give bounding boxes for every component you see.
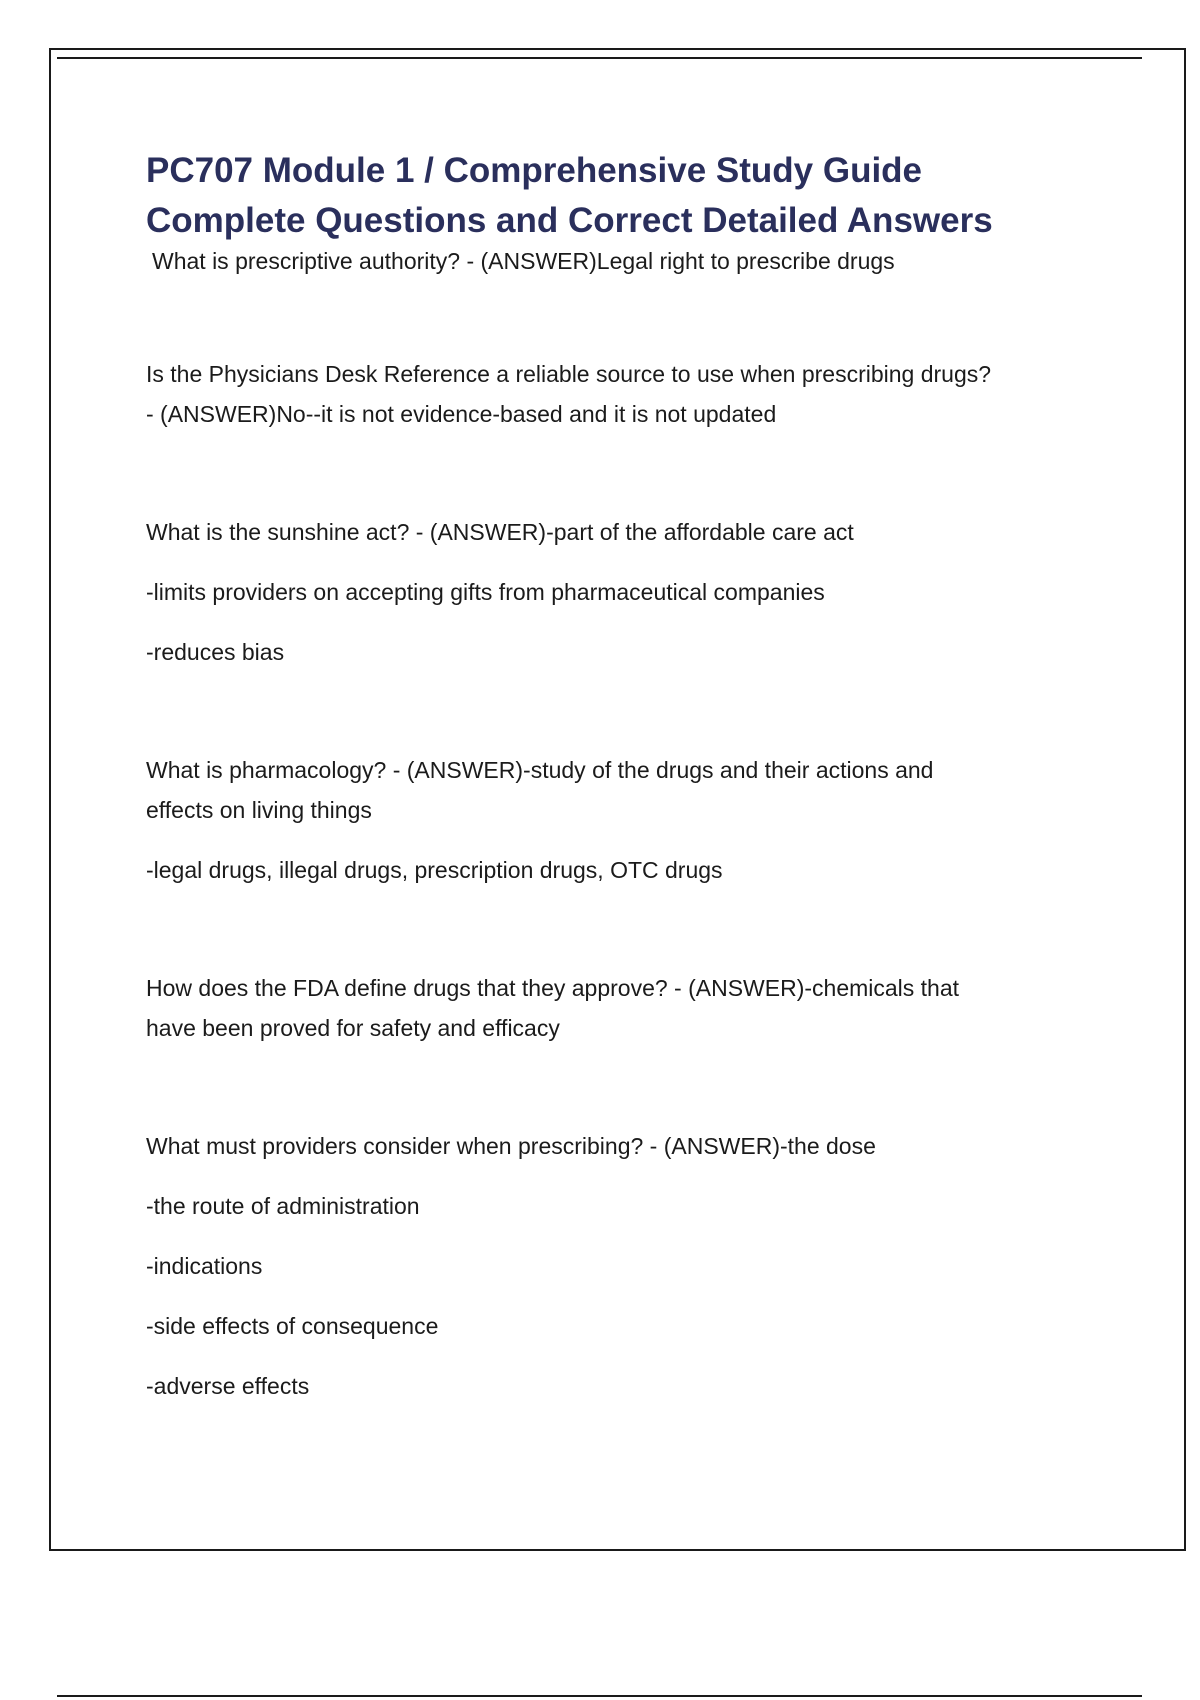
qa-text: What must providers consider when prescribing? - (ANSWER)-the dose [146, 1133, 876, 1159]
qa-text: -legal drugs, illegal drugs, prescription drugs, OTC drugs [146, 857, 723, 883]
bottom-horizontal-rule [57, 1695, 1142, 1697]
qa-item-prescribing-considerations [146, 1126, 1096, 1406]
spacer [146, 1048, 1096, 1126]
spacer [146, 890, 1096, 968]
qa-text: What is the sunshine act? - (ANSWER)-part of the affordable care act [146, 519, 854, 545]
qa-text: - (ANSWER)No--it is not evidence-based and it is not updated [146, 401, 777, 427]
qa-text: have been proved for safety and efficacy [146, 1015, 560, 1041]
document-title [146, 146, 1096, 246]
qa-text: -reduces bias [146, 639, 285, 665]
qa-text: What is prescriptive authority? - (ANSWER)Legal right to prescribe drugs [152, 248, 895, 274]
qa-text: How does the FDA define drugs that they approve? - (ANSWER)-chemicals that [146, 975, 960, 1001]
title-line-1: PC707 Module 1 / Comprehensive Study Guide [146, 151, 923, 190]
qa-text: effects on living things [146, 797, 372, 823]
qa-item-physicians-desk-reference [146, 354, 1096, 434]
qa-item-prescriptive-authority [146, 246, 1096, 276]
qa-text: -adverse effects [146, 1373, 310, 1399]
qa-item-sunshine-act [146, 512, 1096, 672]
qa-text: What is pharmacology? - (ANSWER)-study of the drugs and their actions and [146, 757, 934, 783]
qa-item-pharmacology [146, 750, 1096, 890]
qa-text: -indications [146, 1253, 263, 1279]
qa-text: -limits providers on accepting gifts from pharmaceutical companies [146, 579, 825, 605]
spacer [146, 276, 1096, 354]
title-line-2: Complete Questions and Correct Detailed Answers [146, 201, 993, 240]
top-horizontal-rule [57, 57, 1142, 59]
qa-text: -side effects of consequence [146, 1313, 439, 1339]
qa-text: -the route of administration [146, 1193, 420, 1219]
qa-item-fda-drug-definition [146, 968, 1096, 1048]
qa-text: Is the Physicians Desk Reference a reliable source to use when prescribing drugs? [146, 361, 992, 387]
document-body [146, 146, 1096, 1406]
spacer [146, 672, 1096, 750]
spacer [146, 434, 1096, 512]
